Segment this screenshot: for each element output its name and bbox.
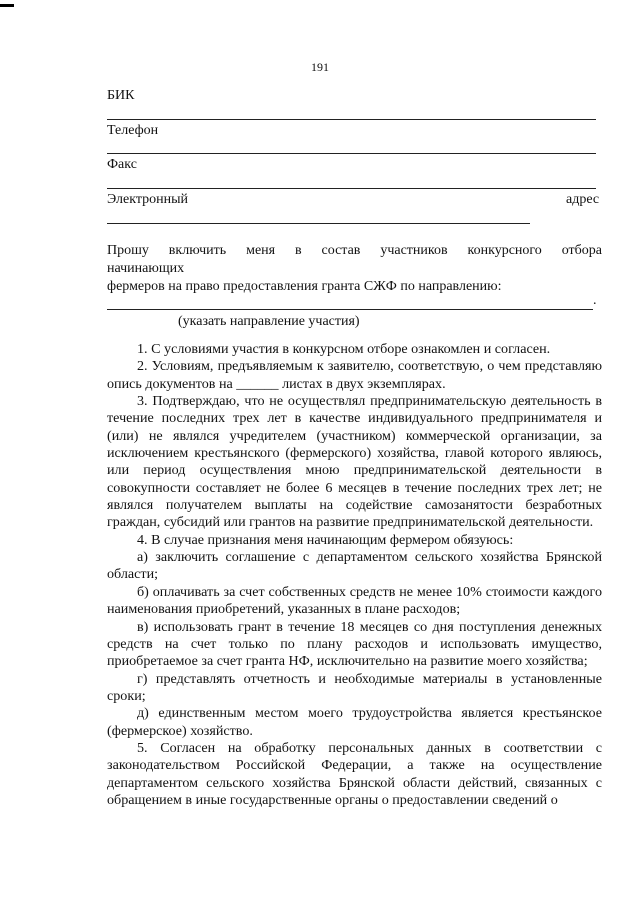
direction-field-line[interactable] (107, 309, 593, 310)
page-number: 191 (311, 60, 329, 74)
paragraph-3: 3. Подтверждаю, что не осуществлял предпринимательскую деятельность в течение последних трех лет в качестве индивидуального предпринимателя и (или) не являлся учредителем (участником) коммерческой организации, за исключением крестьянского (фермерского) хозяйства, главой которого являюсь, или период осуществления мною предпринимательской деятельности в совокупности составляет не более 6 месяцев в течение последних трех лет; не являлся получателем выплаты на содействие самозанятости безработных граждан, субсидий или грантов на развитие предпринимательской деятельности. (107, 393, 602, 531)
paragraph-5: 5. Согласен на обработку персональных данных в соответствии с законодательством Российской Федерации, а также на осуществление департаментом сельского хозяйства Брянской области действий, связанных с обращением в иные государственные органы о предоставлении сведений о (107, 739, 602, 808)
phone-label: Телефон (107, 123, 159, 138)
direction-hint: (указать направление участия) (178, 314, 360, 329)
paragraph-4a: а) заключить соглашение с департаментом сельского хозяйства Брянской области; (107, 549, 602, 583)
phone-field-line[interactable] (107, 153, 596, 154)
fax-label: Факс (107, 157, 137, 172)
email-label: Электронный (107, 192, 189, 207)
paragraph-4c: в) использовать грант в течение 18 месяцев со дня поступления денежных средств на счет только по плану расходов и использовать имущество, приобретаемое за счет гранта НФ, исключительно на развитие моего хозяйства; (107, 618, 602, 670)
paragraph-4e: д) единственным местом моего трудоустройства является крестьянское (фермерское) хозяйство. (107, 705, 602, 739)
bik-field-line[interactable] (107, 119, 596, 120)
email-field-line[interactable] (107, 223, 530, 224)
email-label-suffix: адрес (566, 192, 600, 207)
paragraph-4: 4. В случае признания меня начинающим фермером обязуюсь: (137, 531, 514, 548)
request-statement: Прошу включить меня в состав участников конкурсного отбора (107, 243, 602, 258)
scan-corner-mark (0, 4, 14, 7)
paragraph-4b: б) оплачивать за счет собственных средств не менее 10% стоимости каждого наименования приобретений, указанных в плане расходов; (107, 583, 602, 618)
direction-line-period: . (593, 293, 597, 308)
bik-label: БИК (107, 88, 135, 103)
obligations-text (107, 341, 602, 809)
request-statement-cont: начинающих (107, 261, 185, 276)
fax-field-line[interactable] (107, 188, 596, 189)
paragraph-2: 2. Условиям, предъявляемым к заявителю, соответствую, о чем представляю опись документов на ______ листах в двух экземплярах. (107, 358, 602, 392)
request-statement-direction: фермеров на право предоставления гранта СЖФ по направлению: (107, 279, 502, 294)
paragraph-1: 1. С условиями участия в конкурсном отборе ознакомлен и согласен. (137, 341, 551, 357)
paragraph-4d: г) представлять отчетность и необходимые материалы в установленные сроки; (107, 670, 602, 704)
